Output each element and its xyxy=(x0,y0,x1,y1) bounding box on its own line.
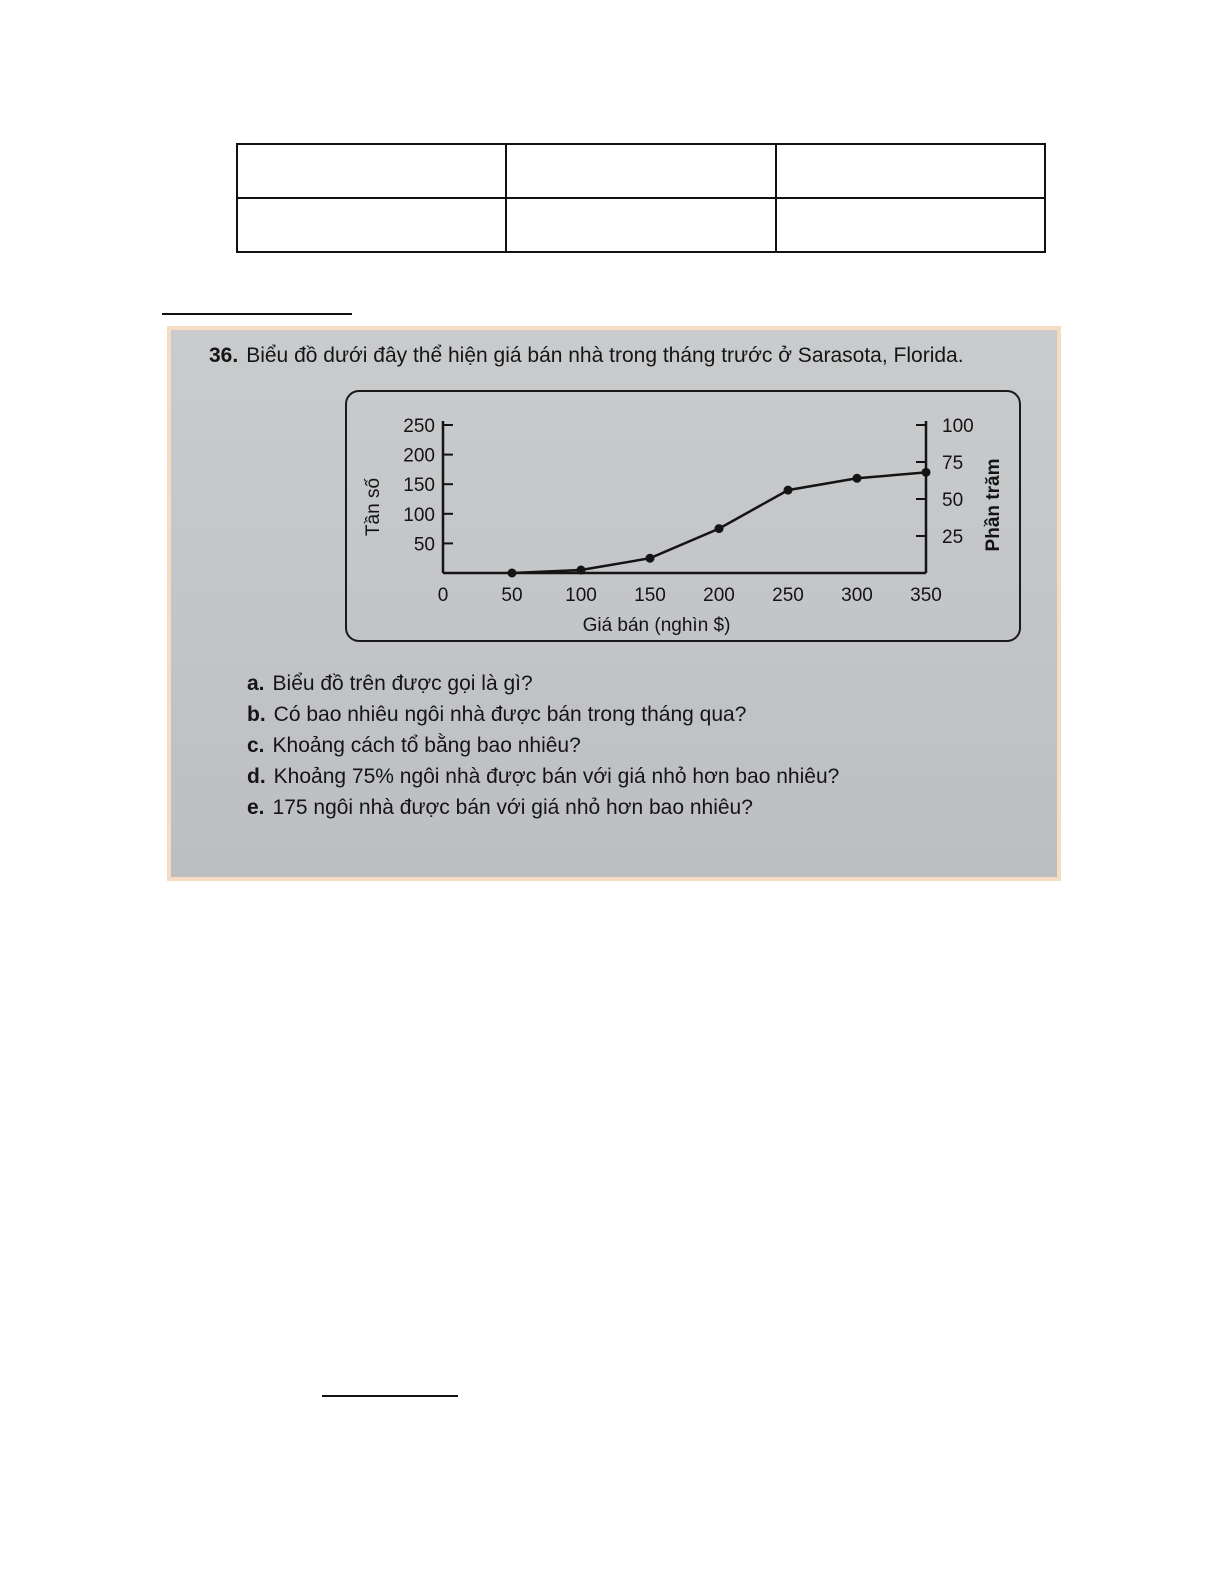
y-axis-title: Tần số xyxy=(363,477,384,537)
data-point xyxy=(853,474,862,483)
item-text: Biểu đồ trên được gọi là gì? xyxy=(272,672,533,695)
empty-table xyxy=(236,143,1046,253)
item-label: e. xyxy=(247,796,265,819)
y-tick-label: 200 xyxy=(403,445,435,467)
item-label: c. xyxy=(247,734,265,757)
item-text: 175 ngôi nhà được bán với giá nhỏ hơn bao nhiêu? xyxy=(272,796,753,819)
textbook-photo xyxy=(167,326,1061,881)
x-tick-label: 200 xyxy=(703,585,735,606)
x-tick-label: 350 xyxy=(910,585,942,606)
y2-tick-label: 75 xyxy=(942,453,964,474)
x-tick-label: 100 xyxy=(565,585,597,606)
cumulative-frequency-line xyxy=(512,472,926,573)
y-tick-label: 50 xyxy=(413,534,435,556)
item-label: a. xyxy=(247,672,265,695)
answer-line xyxy=(322,1395,458,1397)
table-cell xyxy=(237,144,506,198)
question-item-d xyxy=(247,765,839,789)
y2-tick-label: 50 xyxy=(942,490,964,511)
table-cell xyxy=(237,198,506,252)
data-point xyxy=(784,486,793,495)
question-item-e xyxy=(247,796,753,820)
data-point xyxy=(508,569,517,578)
x-tick-label: 150 xyxy=(634,585,666,606)
answer-line xyxy=(162,313,352,315)
table-row xyxy=(237,198,1045,252)
y2-tick-label: 100 xyxy=(942,416,974,437)
item-text: Khoảng cách tổ bằng bao nhiêu? xyxy=(272,734,581,757)
data-point xyxy=(577,566,586,575)
ogive-chart xyxy=(171,330,1057,877)
item-text: Khoảng 75% ngôi nhà được bán với giá nhỏ hơn bao nhiêu? xyxy=(273,765,840,788)
table-row xyxy=(237,144,1045,198)
question-item-c xyxy=(247,734,581,758)
y-tick-label: 150 xyxy=(403,475,435,497)
table-cell xyxy=(506,144,775,198)
data-point xyxy=(646,554,655,563)
x-tick-label: 300 xyxy=(841,585,873,606)
y-tick-label: 250 xyxy=(403,416,435,437)
item-label: d. xyxy=(247,765,266,788)
data-point xyxy=(715,524,724,533)
item-text: Có bao nhiêu ngôi nhà được bán trong tháng qua? xyxy=(273,703,747,726)
y-tick-label: 100 xyxy=(403,504,435,526)
x-axis-title: Giá bán (nghìn $) xyxy=(582,615,731,636)
table-cell xyxy=(506,198,775,252)
table-cell xyxy=(776,144,1045,198)
item-label: b. xyxy=(247,703,266,726)
question-number: 36. xyxy=(209,344,239,367)
x-tick-label: 0 xyxy=(437,585,449,606)
question-item-b xyxy=(247,703,746,727)
x-tick-label: 50 xyxy=(501,585,523,606)
table-cell xyxy=(776,198,1045,252)
y2-tick-label: 25 xyxy=(942,527,964,548)
data-point xyxy=(922,468,931,477)
y2-axis-title: Phần trăm xyxy=(983,458,1004,552)
question-text: Biểu đồ dưới đây thể hiện giá bán nhà trong tháng trước ở Sarasota, Florida. xyxy=(246,344,964,367)
x-tick-label: 250 xyxy=(772,585,804,606)
question-item-a xyxy=(247,672,533,696)
